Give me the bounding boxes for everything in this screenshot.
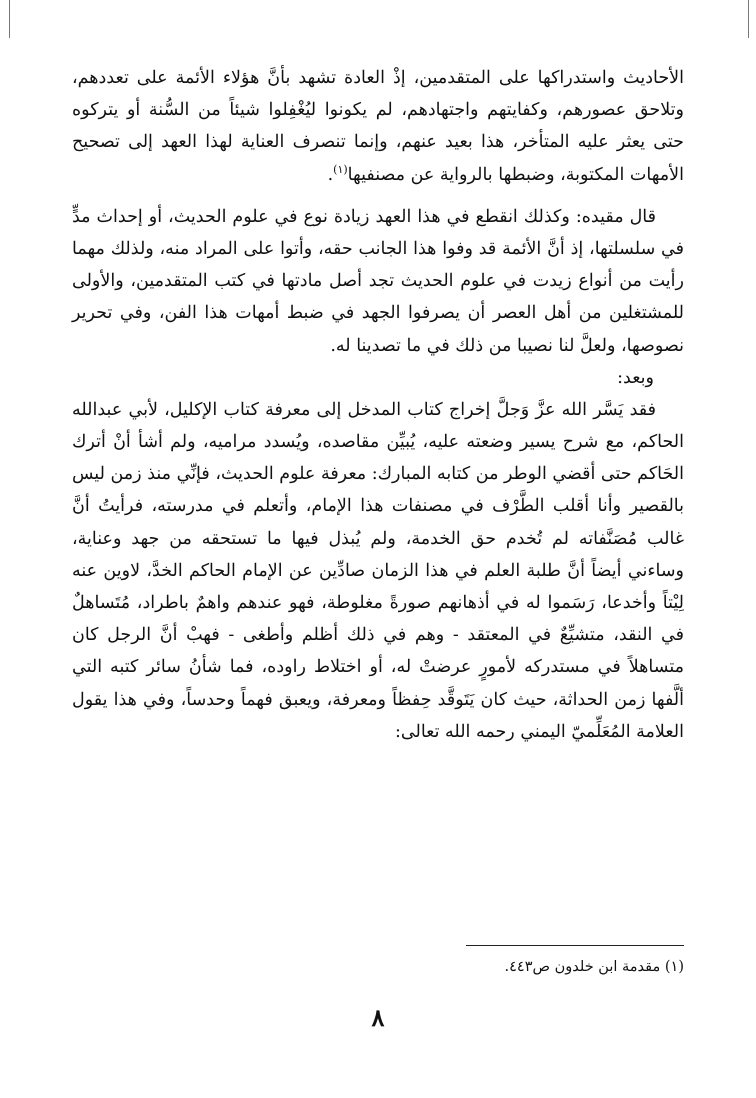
paragraph-continuation xyxy=(72,62,684,191)
page-number: ٨ xyxy=(371,1003,385,1032)
footnote-reference: (١) xyxy=(333,162,348,176)
section-opening: وبعد: xyxy=(617,367,654,388)
paragraph-text: الأحاديث واستدراكها على المتقدمين، إذْ العادة تشهد بأنَّ هؤلاء الأئمة على تعددهم، وتلاحق عصورهم، وكفايتهم واجتهادهم، لم يكونوا ليُغْفِلوا شيئاً من السُّنة أو يتركوه حتى يعثر عليه المتأخر، هذا بعيد عنهم، وإنما تنصرف العناية لهذا العهد إلى تصحيح الأمهات المكتوبة، وضبطها بالرواية عن مصنفيها xyxy=(72,68,684,185)
scan-edge-mark-left xyxy=(9,0,10,38)
paragraph-editor-note: قال مقيده: وكذلك انقطع في هذا العهد زيادة نوع في علوم الحديث، أو إحداث مدٍّ في سلسلتها، إذ أنَّ الأئمة قد وفوا هذا الجانب حقه، وأتوا على المراد منه، ولذلك مهما رأيت من أنواع زيدت في علوم الحديث تجد أصل مادتها في كتب المتقدمين، والأولى للمشتغلين من أهل العصر أن يصرفوا الجهد في ضبط أمهات هذا الفن، وفي تحرير نصوصها، ولعلَّ لنا نصيبا من ذلك في ما تصدينا له. xyxy=(72,206,684,356)
footnote-divider xyxy=(466,945,684,946)
scan-edge-mark-right xyxy=(748,0,749,38)
paragraph-introduction: فقد يَسَّر الله عزَّ وَجلَّ إخراج كتاب المدخل إلى معرفة كتاب الإكليل، لأبي عبدالله الحاكم، مع شرح يسير وضعته عليه، يُبيِّن مقاصده، ويُسدد مراميه، ولم أشأ أنْ أترك الحَاكم حتى أقضي الوطر من كتابه المبارك: معرفة علوم الحديث، فإنِّي منذ زمن ليس بالقصير وأنا أقلب الطَّرْف في مصنفات هذا الإمام، وأتعلم في مدرسته، فرأيتُ أنَّ غالب مُصَنَّفاته لم تُخدم حق الخدمة، ولم يُبذل فيها ما تستحقه من جهد وعناية، وساءني أيضاً أنَّ طلبة العلم في هذا الزمان صادِّين عن الإمام الحاكم الخدَّ، لاوين عنه لِيْتاً وأخدعا، رَسَموا له في أذهانهم صورةً مغلوطة، فهو عندهم واهمٌ باطراد، مُتَساهلٌ في النقد، متشيِّعٌ في المعتقد - وهم في ذلك أظلم وأطغى - فهبْ أنَّ الرجل كان متساهلاً في مستدركه لأمورٍ عرضتْ له، أو اختلاط راوده، فما شأنُ سائر كتبه التي ألَّفها زمن الحداثة، حيث كان يَتَوقَّد حِفظاً ومعرفة، ويعبق فهماً وحدساً، وفي هذا يقول العلامة المُعَلِّميّ اليمني رحمه الله تعالى: xyxy=(72,399,684,742)
footnote: (١) مقدمة ابن خلدون ص٤٤٣. xyxy=(504,959,684,975)
page-body xyxy=(72,62,684,748)
paragraph-tail: . xyxy=(327,164,334,185)
